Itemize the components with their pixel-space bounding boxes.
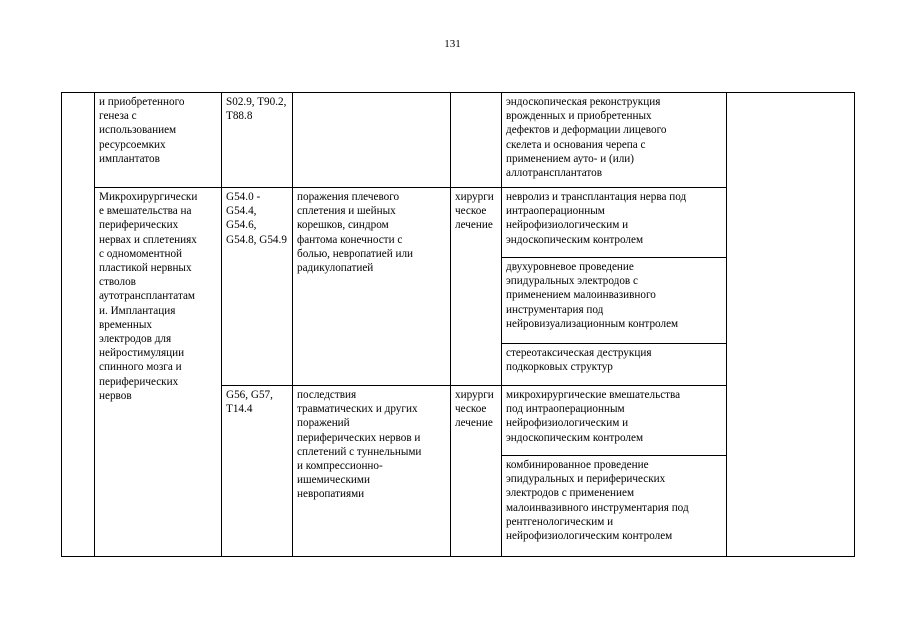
medical-care-table [61, 92, 855, 557]
treatment-type-cell: хирурги ческое лечение [451, 188, 502, 386]
page-number: 131 [444, 38, 461, 50]
treatment-method-cell: невролиз и трансплантация нерва под интраоперационным нейрофизиологическим и эндоскопическим контролем [502, 188, 727, 258]
row-number-cell [62, 93, 95, 557]
table-row [62, 93, 855, 188]
treatment-method-cell: двухуровневое проведение эпидуральных электродов с применением малоинвазивного инструментария под нейровизуализационным контролем [502, 258, 727, 344]
icd-codes-cell: G54.0 - G54.4, G54.6, G54.8, G54.9 [222, 188, 293, 386]
treatment-type-cell [451, 93, 502, 188]
treatment-type-cell: хирурги ческое лечение [451, 386, 502, 557]
treatment-method-cell: стереотаксическая деструкция подкорковых структур [502, 344, 727, 386]
diagnosis-cell: последствия травматических и других поражений периферических нервов и сплетений с туннельными и компрессионно- ишемическими невропатиями [293, 386, 451, 557]
treatment-method-cell: комбинированное проведение эпидуральных и периферических электродов с применением малоинвазивного инструментария под рентгенологическим и нейрофизиологическим контролем [502, 456, 727, 557]
treatment-method-cell: микрохирургические вмешательства под интраоперационным нейрофизиологическим и эндоскопическим контролем [502, 386, 727, 456]
cost-cell [727, 93, 855, 557]
intervention-name-cell: Микрохирургически е вмешательства на периферических нервах и сплетениях с одномоментной пластикой нервных стволов аутотрансплантатам и. Имплантация временных электродов для нейростимуляции спинного мозга и периферических нервов [95, 188, 222, 557]
treatment-method-cell: эндоскопическая реконструкция врожденных и приобретенных дефектов и деформации лицевого скелета и основания черепа с применением ауто- и (или) аллотрансплантатов [502, 93, 727, 188]
diagnosis-cell: поражения плечевого сплетения и шейных корешков, синдром фантома конечности с болью, невропатией или радикулопатией [293, 188, 451, 386]
intervention-name-cell: и приобретенного генеза с использованием ресурсоемких имплантатов [95, 93, 222, 188]
diagnosis-cell [293, 93, 451, 188]
icd-codes-cell: G56, G57, T14.4 [222, 386, 293, 557]
icd-codes-cell: S02.9, T90.2, T88.8 [222, 93, 293, 188]
